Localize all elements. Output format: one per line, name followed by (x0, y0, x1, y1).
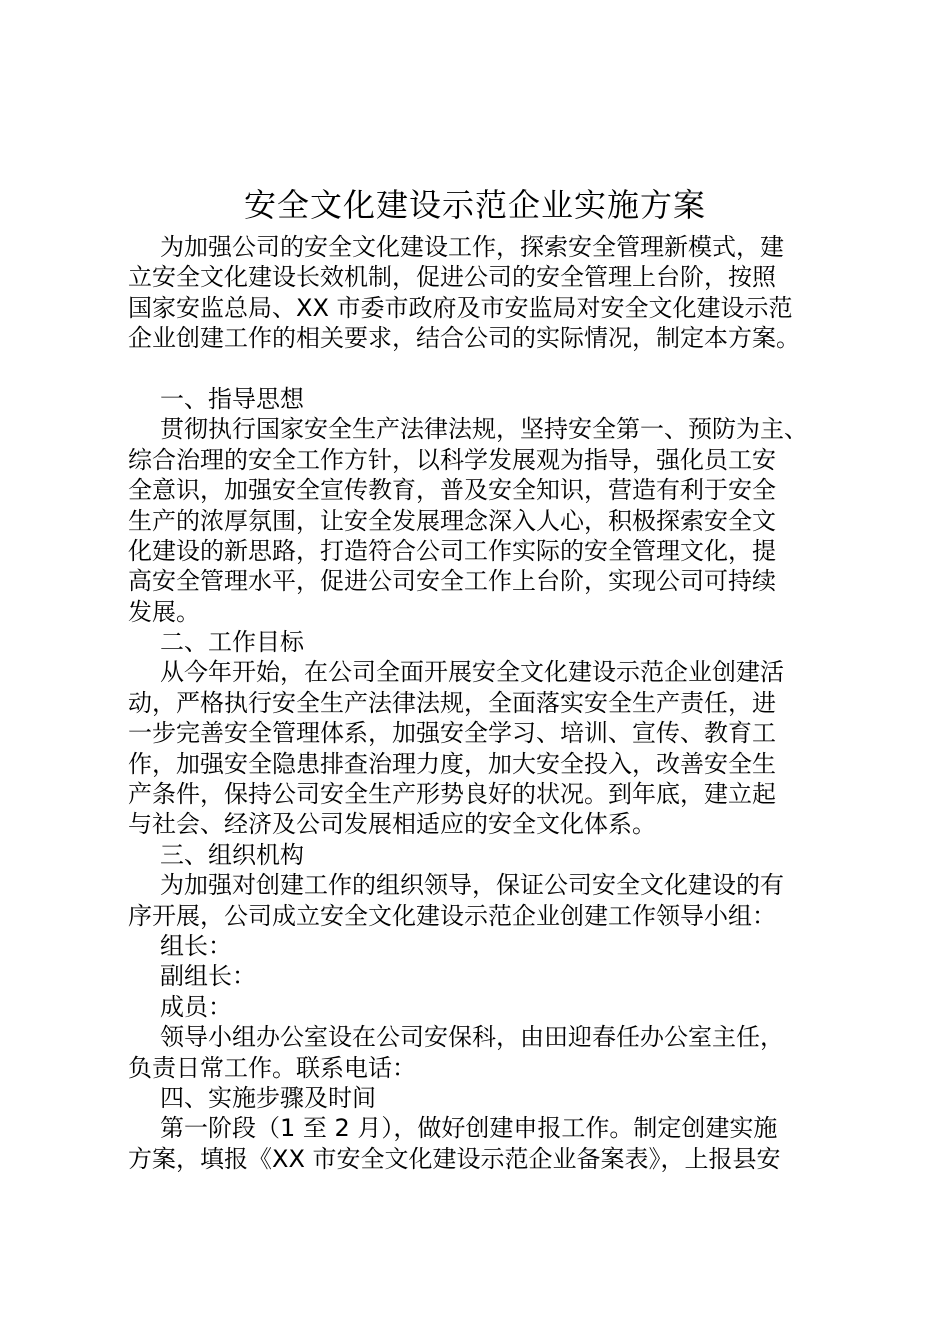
text-line: 生产的浓厚氛围，让安全发展理念深入人心，积极探索安全文 (128, 506, 776, 535)
text-line: 一步完善安全管理体系，加强安全学习、培训、宣传、教育工 (128, 719, 776, 748)
text-line: 作，加强安全隐患排查治理力度，加大安全投入，改善安全生 (128, 749, 776, 778)
text-line: 产条件，保持公司安全生产形势良好的状况。到年底，建立起 (128, 780, 776, 809)
text-line: 组长： (160, 931, 232, 960)
text-line: 贯彻执行国家安全生产法律法规，坚持安全第一、预防为主、 (160, 415, 808, 444)
text-line: 高安全管理水平，促进公司安全工作上台阶，实现公司可持续 (128, 567, 776, 596)
document-body (128, 232, 838, 1174)
text-line: 化建设的新思路，打造符合公司工作实际的安全管理文化，提 (128, 536, 776, 565)
text-line: 领导小组办公室设在公司安保科，由田迎春任办公室主任， (160, 1023, 784, 1052)
text-line: 为加强公司的安全文化建设工作，探索安全管理新模式，建 (160, 233, 784, 261)
text-line: 三、组织机构 (160, 840, 304, 869)
text-line: 二、工作目标 (160, 628, 304, 657)
text-line: 立安全文化建设长效机制，促进公司的安全管理上台阶，按照 (128, 263, 776, 292)
text-line: 一、指导思想 (160, 384, 304, 413)
text-line: 序开展，公司成立安全文化建设示范企业创建工作领导小组： (128, 901, 776, 930)
text-line: 国家安监总局、XX 市委市政府及市安监局对安全文化建设示范 (128, 293, 793, 322)
text-line: 四、实施步骤及时间 (160, 1083, 376, 1112)
text-line: 第一阶段（1 至 2 月），做好创建申报工作。制定创建实施 (160, 1114, 778, 1143)
document-title: 安全文化建设示范企业实施方案 (243, 186, 706, 224)
blank-line (128, 354, 838, 384)
text-line: 为加强对创建工作的组织领导，保证公司安全文化建设的有 (160, 871, 784, 900)
text-line: 发展。 (128, 597, 200, 626)
text-line: 方案，填报《XX 市安全文化建设示范企业备案表》，上报县安 (128, 1144, 781, 1173)
text-line: 负责日常工作。联系电话： (128, 1053, 416, 1082)
text-line: 全意识，加强安全宣传教育，普及安全知识，营造有利于安全 (128, 476, 776, 505)
text-line: 动，严格执行安全生产法律法规，全面落实安全生产责任，进 (128, 688, 776, 717)
text-line: 与社会、经济及公司发展相适应的安全文化体系。 (128, 810, 656, 839)
text-line: 成员： (160, 992, 232, 1021)
text-line: 副组长： (160, 962, 256, 991)
text-line: 从今年开始，在公司全面开展安全文化建设示范企业创建活 (160, 658, 784, 687)
text-line: 企业创建工作的相关要求，结合公司的实际情况，制定本方案。 (128, 324, 800, 353)
text-line: 综合治理的安全工作方针，以科学发展观为指导，强化员工安 (128, 445, 776, 474)
